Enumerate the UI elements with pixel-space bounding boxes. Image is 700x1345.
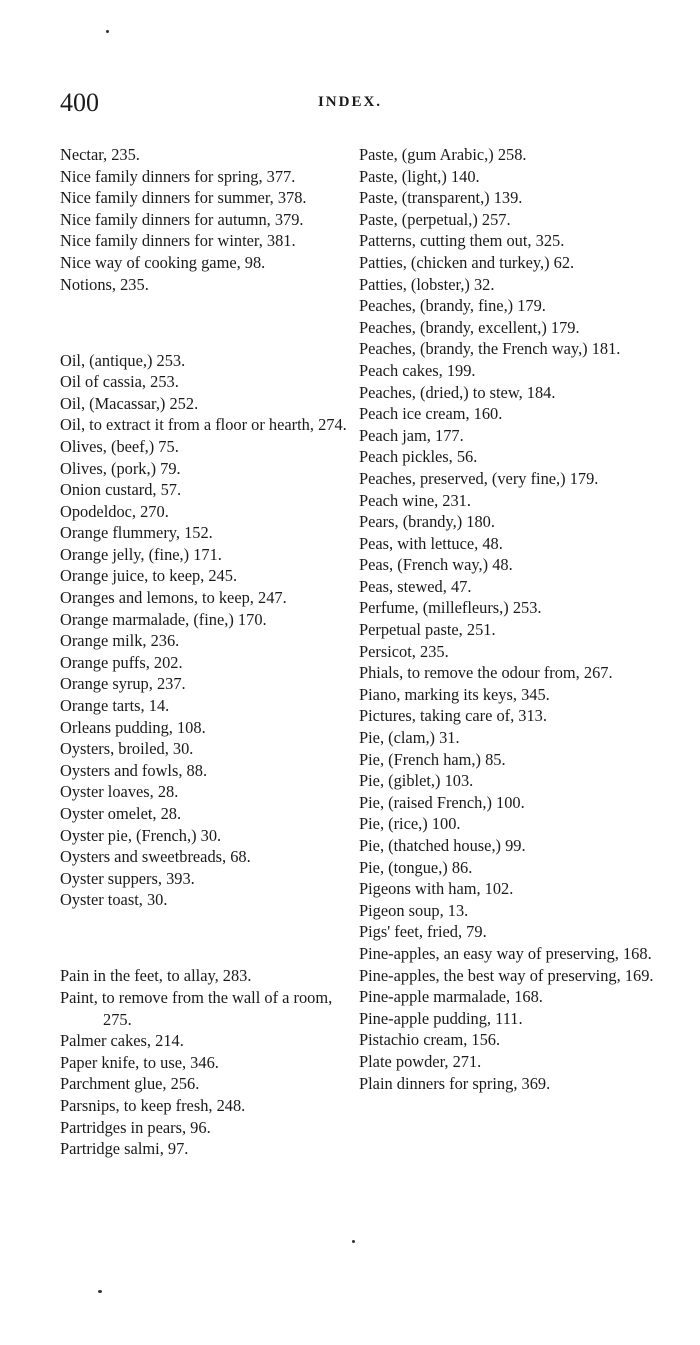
index-entry: Orange jelly, (fine,) 171.: [60, 544, 222, 564]
index-entry: Pie, (clam,) 31.: [359, 728, 460, 748]
index-entry: Peas, with lettuce, 48.: [359, 533, 503, 553]
index-entry: Orange puffs, 202.: [60, 652, 183, 672]
index-entry: Nice way of cooking game, 98.: [60, 252, 266, 272]
index-entry: Orange juice, to keep, 245.: [60, 566, 238, 586]
index-entry: Pine-apple marmalade, 168.: [359, 987, 543, 1007]
index-entry: Pie, (thatched house,) 99.: [359, 836, 526, 855]
index-entry: Peaches, (brandy, fine,) 179.: [359, 296, 546, 316]
index-entry: Pears, (brandy,) 180.: [359, 512, 495, 532]
index-entry: Paste, (perpetual,) 257.: [359, 209, 511, 229]
index-entry: Phials, to remove the odour from, 267.: [359, 663, 613, 683]
index-entry: Oysters and sweetbreads, 68.: [60, 847, 251, 867]
index-entry: Nectar, 235.: [60, 145, 140, 164]
index-entry: Paste, (light,) 140.: [359, 166, 480, 186]
index-entry: Patties, (chicken and turkey,) 62.: [359, 252, 575, 272]
index-entry: Perpetual paste, 251.: [359, 620, 496, 640]
index-entry: Oyster loaves, 28.: [60, 782, 179, 802]
index-entry: Olives, (beef,) 75.: [60, 436, 179, 456]
index-entry: Peach pickles, 56.: [359, 447, 478, 467]
index-entry: Oyster suppers, 393.: [60, 868, 195, 888]
index-entry: Olives, (pork,) 79.: [60, 458, 181, 478]
index-entry: Oil, to extract it from a floor or hearth, 274.: [60, 415, 347, 435]
index-entry: Pistachio cream, 156.: [359, 1030, 501, 1050]
index-entry: Peaches, (dried,) to stew, 184.: [359, 382, 556, 402]
index-entry: Pigeon soup, 13.: [359, 900, 469, 920]
index-entry: Pigs' feet, fried, 79.: [359, 922, 487, 942]
index-entry: Orange tarts, 14.: [60, 696, 170, 716]
index-entry: Parchment glue, 256.: [60, 1074, 200, 1094]
index-entry: Pie, (raised French,) 100.: [359, 792, 525, 812]
index-entry: Peach cakes, 199.: [359, 360, 476, 380]
index-entry: Oil, (Macassar,) 252.: [60, 393, 199, 413]
index-entry: Plate powder, 271.: [359, 1051, 482, 1071]
index-entry: Onion custard, 57.: [60, 480, 182, 500]
index-entry: Peaches, (brandy, the French way,) 181.: [359, 339, 621, 359]
ink-speck: [106, 30, 109, 33]
running-head: INDEX.: [317, 94, 383, 110]
index-entry: Nice family dinners for summer, 378.: [60, 188, 307, 208]
index-entry: Paste, (transparent,) 139.: [359, 188, 523, 208]
index-entry: Partridge salmi, 97.: [60, 1139, 189, 1159]
index-entry: Orange syrup, 237.: [60, 674, 186, 694]
index-entry: Pie, (rice,) 100.: [359, 814, 461, 834]
index-entry: Nice family dinners for autumn, 379.: [60, 209, 304, 229]
index-entry: Pie, (tongue,) 86.: [359, 857, 473, 877]
index-entry: Orleans pudding, 108.: [60, 717, 206, 737]
index-entry: Parsnips, to keep fresh, 248.: [60, 1095, 246, 1115]
index-entry: Oyster omelet, 28.: [60, 804, 182, 823]
index-entry: Orange milk, 236.: [60, 631, 180, 651]
index-entry: Perfume, (millefleurs,) 253.: [359, 598, 542, 618]
index-entry: Peas, (French way,) 48.: [359, 555, 513, 575]
index-entry: Orange marmalade, (fine,) 170.: [60, 609, 267, 629]
index-entry: Peas, stewed, 47.: [359, 576, 472, 596]
index-entry: Pain in the feet, to allay, 283.: [60, 966, 252, 986]
index-entry: Pictures, taking care of, 313.: [359, 706, 547, 726]
index-entry: Patterns, cutting them out, 325.: [359, 231, 565, 251]
index-entry: Pigeons with ham, 102.: [359, 879, 514, 899]
index-entry: Patties, (lobster,) 32.: [359, 274, 495, 294]
index-entry: Paper knife, to use, 346.: [60, 1052, 219, 1072]
index-entry: Orange flummery, 152.: [60, 523, 213, 543]
index-entry: Plain dinners for spring, 369.: [359, 1073, 551, 1093]
index-entry: Nice family dinners for spring, 377.: [60, 166, 296, 186]
index-entry: Pine-apple pudding, 111.: [359, 1008, 523, 1028]
index-entry: Paste, (gum Arabic,) 258.: [359, 145, 527, 164]
ink-speck: [98, 1290, 102, 1293]
index-entry: Pie, (French ham,) 85.: [359, 749, 506, 769]
section-gap: [60, 312, 350, 334]
index-entry: Oysters, broiled, 30.: [60, 739, 194, 759]
index-entry: Nice family dinners for winter, 381.: [60, 231, 296, 251]
index-entry: Oranges and lemons, to keep, 247.: [60, 588, 287, 608]
index-entry: Oil of cassia, 253.: [60, 372, 179, 392]
index-entry: Peach ice cream, 160.: [359, 404, 503, 424]
index-entry: Palmer cakes, 214.: [60, 1031, 184, 1051]
index-entry: Peaches, (brandy, excellent,) 179.: [359, 317, 580, 337]
index-entry: Pine-apples, the best way of preserving, 169.: [359, 965, 654, 985]
index-entry: Piano, marking its keys, 345.: [359, 684, 550, 704]
index-entry: Oysters and fowls, 88.: [60, 760, 208, 780]
index-entry: Persicot, 235.: [359, 641, 449, 661]
index-entry: Opodeldoc, 270.: [60, 501, 169, 521]
section-gap: [60, 927, 350, 949]
right-column: [359, 144, 659, 1094]
index-entry: Notions, 235.: [60, 274, 149, 294]
ink-speck: [352, 1240, 355, 1243]
left-column: [60, 144, 350, 1160]
index-entry: Oyster toast, 30.: [60, 890, 168, 910]
index-entry: Oyster pie, (French,) 30.: [60, 825, 222, 845]
index-entry: Pine-apples, an easy way of preserving, 168.: [359, 943, 652, 963]
page-number: 400: [60, 88, 99, 117]
index-entry: Peaches, preserved, (very fine,) 179.: [359, 468, 599, 488]
index-entry: Peach jam, 177.: [359, 425, 464, 445]
index-entry: Oil, (antique,) 253.: [60, 350, 186, 370]
index-entry: Pie, (giblet,) 103.: [359, 771, 474, 791]
index-entry: Partridges in pears, 96.: [60, 1117, 211, 1137]
index-entry: Peach wine, 231.: [359, 490, 471, 510]
index-entry: Paint, to remove from the wall of a room, 275.: [60, 987, 333, 1029]
